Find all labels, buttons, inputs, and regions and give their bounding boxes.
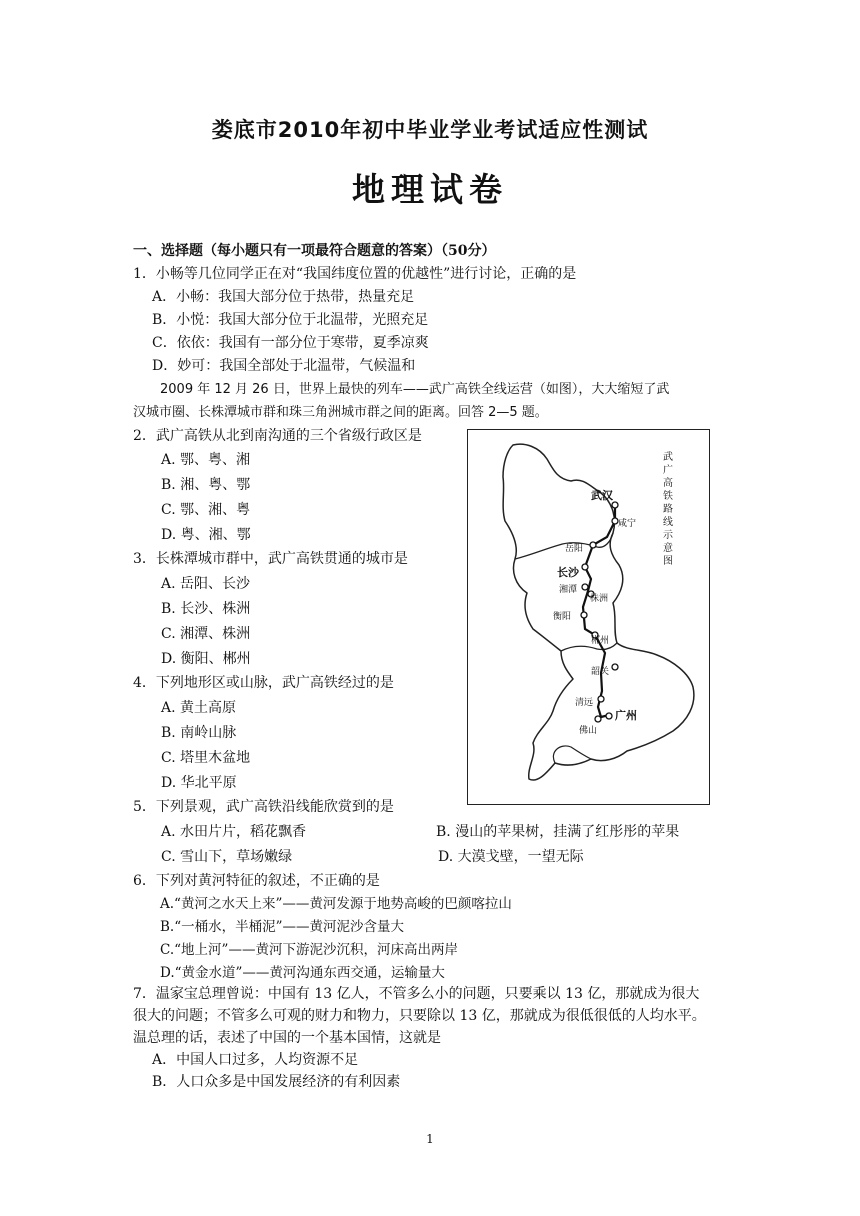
q2-option-a: A. 鄂、粤、湘 — [161, 452, 251, 468]
q1-option-b: B．小悦：我国大部分位于北温带，光照充足 — [152, 312, 429, 328]
station-yueyang — [590, 542, 596, 548]
label-guangzhou: 广州 — [615, 709, 637, 722]
q5-option-d: D. 大漠戈壁，一望无际 — [438, 849, 584, 865]
passage-line-1: 2009 年 12 月 26 日，世界上最快的列车——武广高铁全线运营（如图），大大缩短了武 — [160, 382, 670, 397]
page-number: 1 — [426, 1132, 434, 1146]
q7-option-b: B．人口众多是中国发展经济的有利因素 — [152, 1074, 401, 1090]
label-foshan: 佛山 — [579, 726, 598, 736]
q6-option-b: B.“一桶水，半桶泥”——黄河泥沙含量大 — [160, 919, 405, 935]
question-1-stem: 1．小畅等几位同学正在对“我国纬度位置的优越性”进行讨论，正确的是 — [133, 266, 577, 282]
question-5-stem: 5．下列景观，武广高铁沿线能欣赏到的是 — [133, 799, 394, 815]
station-foshan — [595, 716, 601, 722]
exam-subtitle: 地理试卷 — [352, 170, 508, 209]
q1-option-c: C．依依：我国有一部分位于寒带，夏季凉爽 — [152, 335, 429, 351]
map-title-char: 高 — [663, 478, 673, 489]
q7-option-a: A．中国人口过多，人均资源不足 — [152, 1052, 359, 1068]
label-qingyuan: 清远 — [575, 698, 594, 708]
q5-option-a: A. 水田片片，稻花飘香 — [161, 824, 307, 840]
label-changsha: 长沙 — [557, 566, 579, 579]
q4-option-c: C. 塔里木盆地 — [161, 750, 251, 766]
exam-title: 娄底市2010年初中毕业学业考试适应性测试 — [211, 118, 649, 142]
map-title-char: 线 — [663, 517, 673, 528]
label-shaoguan: 韶关 — [591, 667, 610, 677]
railway-map-figure — [467, 429, 710, 805]
map-title-vertical — [663, 450, 674, 567]
q3-option-b: B. 长沙、株洲 — [161, 601, 251, 617]
map-title-char: 路 — [663, 504, 673, 515]
label-yueyang: 岳阳 — [565, 544, 584, 554]
station-qingyuan — [598, 696, 604, 702]
question-4-stem: 4．下列地形区或山脉，武广高铁经过的是 — [133, 675, 394, 691]
question-7-line-2: 很大的问题；不管多么可观的财力和物力，只要除以 13 亿，那就成为很低很低的人均水平。 — [133, 1008, 706, 1024]
q3-option-a: A. 岳阳、长沙 — [161, 576, 251, 592]
q3-option-d: D. 衡阳、郴州 — [161, 651, 251, 667]
q6-option-d: D.“黄金水道”——黄河沟通东西交通，运输量大 — [160, 965, 445, 981]
map-title-char: 铁 — [663, 491, 673, 502]
q4-option-b: B. 南岭山脉 — [161, 725, 237, 741]
station-hengyang — [581, 612, 587, 618]
passage-line-2: 汉城市圈、长株潭城市群和珠三角洲城市群之间的距离。回答 2—5 题。 — [133, 405, 548, 420]
q5-option-c: C. 雪山下，草场嫩绿 — [161, 849, 293, 865]
station-xiangtan — [582, 584, 588, 590]
q3-option-c: C. 湘潭、株洲 — [161, 626, 251, 642]
station-wuhan — [612, 502, 618, 508]
map-title-char: 示 — [663, 530, 673, 541]
station-guangzhou — [606, 713, 612, 719]
question-2-stem: 2．武广高铁从北到南沟通的三个省级行政区是 — [133, 428, 422, 444]
map-title-char: 武 — [663, 452, 673, 463]
q1-option-d: D．妙可：我国全部处于北温带，气候温和 — [152, 358, 416, 374]
q6-option-c: C.“地上河”——黄河下游泥沙沉积，河床高出两岸 — [160, 942, 458, 958]
label-wuhan: 武汉 — [591, 489, 613, 502]
question-7-line-3: 温总理的话，表述了中国的一个基本国情，这就是 — [133, 1030, 441, 1046]
station-changsha — [582, 564, 588, 570]
label-xiangtan: 湘潭 — [559, 585, 578, 595]
map-title-char: 图 — [663, 556, 673, 567]
q1-option-a: A．小畅：我国大部分位于热带，热量充足 — [152, 289, 415, 305]
q4-option-d: D. 华北平原 — [161, 775, 237, 791]
label-zhuzhou: 株洲 — [590, 594, 609, 604]
q2-option-b: B. 湘、粤、鄂 — [161, 477, 251, 493]
q2-option-c: C. 鄂、湘、粤 — [161, 502, 251, 518]
label-chenzhou: 郴州 — [591, 636, 610, 646]
label-hengyang: 衡阳 — [553, 612, 572, 622]
q2-option-d: D. 粤、湘、鄂 — [161, 527, 251, 543]
q6-option-a: A.“黄河之水天上来”——黄河发源于地势高峻的巴颜喀拉山 — [160, 896, 512, 912]
q5-option-b: B. 漫山的苹果树，挂满了红彤彤的苹果 — [436, 824, 680, 840]
map-title-char: 意 — [663, 543, 673, 554]
q4-option-a: A. 黄土高原 — [161, 700, 237, 716]
question-6-stem: 6．下列对黄河特征的叙述，不正确的是 — [133, 873, 380, 889]
station-shaoguan — [612, 664, 618, 670]
question-3-stem: 3．长株潭城市群中，武广高铁贯通的城市是 — [133, 551, 408, 567]
map-title-char: 广 — [663, 465, 673, 476]
section-heading: 一、选择题（每小题只有一项最符合题意的答案）（50分） — [133, 243, 496, 259]
label-xianning: 咸宁 — [618, 519, 637, 529]
question-7-line-1: 7．温家宝总理曾说：中国有 13 亿人，不管多么小的问题，只要乘以 13 亿，那就成为很大 — [133, 986, 700, 1002]
